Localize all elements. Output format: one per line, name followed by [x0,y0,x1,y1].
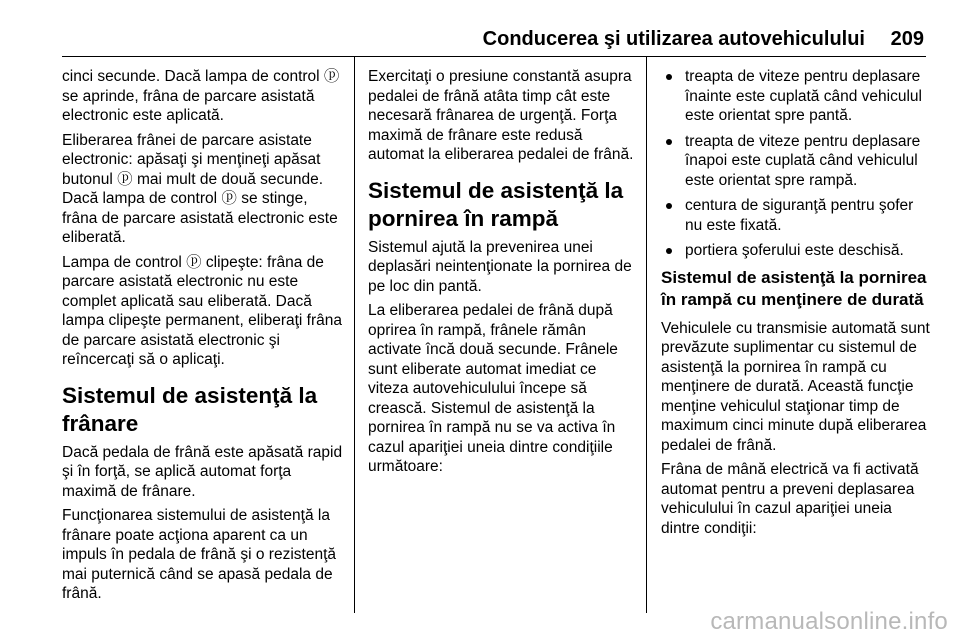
list-item: treapta de viteze pentru deplasare înainte este cuplată când vehiculul este orientat spre pantă. [661,67,930,126]
paragraph: Vehiculele cu transmisie automată sunt prevăzute suplimentar cu sistemul de asistenţă la pornirea în rampă cu menţinere de durată. Această funcţie menţine vehiculul staţionar timp de maximum cinci minute după eliberarea pedalei de frână. [661,319,930,454]
bullet-icon [666,203,672,209]
paragraph: Funcţionarea sistemului de asistenţă la frânare poate acţiona aparent ca un impuls în pedala de frână şi o rezistenţă mai puternică când se apasă pedala de frână. [62,507,336,602]
paragraph: Dacă pedala de frână este apăsată rapid şi în forţă, se aplică automat forţa maximă de frânare. [62,443,343,500]
list-item: portiera şoferului este deschisă. [661,241,930,261]
paragraph: Eliberarea frânei de parcare asistate electronic: apăsaţi şi menţineţi apăsat butonul ⓟ mai mult de două secunde. Dacă lampa de control ⓟ se stinge, frâna de parcare asistată electronic este eliberată. [62,131,338,246]
list-item: treapta de viteze pentru deplasare înapoi este cuplată când vehiculul este orientat spre rampă. [661,132,930,191]
paragraph: Lampa de control ⓟ clipeşte: frâna de parcare asistată electronic nu este complet aplicată sau eliberată. Dacă lampa clipeşte permanent, eliberaţi frâna de parcare asistată electronic şi reîncercaţi să o aplicaţi. [62,253,343,368]
bullet-icon [666,74,672,80]
column-2 [368,67,640,482]
bullet-icon [666,139,672,145]
paragraph: Frâna de mână electrică va fi activată automat pentru a preveni deplasarea vehiculului în cazul apariţiei uneia dintre condiţii: [661,461,919,537]
paragraph: Exercitaţi o presiune constantă asupra pedalei de frână atâta timp cât este necesară frânarea de urgenţă. Forţa maximă de frânare este redusă automat la eliberarea pedalei de frână. [368,68,634,163]
section-heading-hill-start-assist: Sistemul de asistenţă la pornirea în rampă [368,177,624,231]
column-1 [62,67,346,609]
paragraph: La eliberarea pedalei de frână după oprirea în rampă, frânele rămân activate încă două secunde. Frânele sunt eliberate automat imediat ce viteza autovehiculului începe să crească. Sistemul de asistenţă la pornirea în rampă nu se va activa în cazul apariţiei uneia dintre condiţiile următoare: [368,302,618,475]
watermark: carmanualsonline.info [710,608,948,635]
column-3 [661,67,930,543]
bullet-icon [666,248,672,254]
condition-list [661,67,930,261]
column-divider-2 [646,57,647,613]
list-item: centura de siguranţă pentru şofer nu este fixată. [661,196,930,235]
page-number: 209 [890,28,924,50]
section-heading-brake-assist: Sistemul de asistenţă la frânare [62,382,318,436]
paragraph: cinci secunde. Dacă lampa de control ⓟ se aprinde, frâna de parcare asistată electronic este aplicată. [62,68,340,124]
subsection-heading-hill-hold: Sistemul de asistenţă la pornirea în rampă cu menţinere de durată [661,267,927,309]
paragraph: Sistemul ajută la prevenirea unei deplasări neintenţionate la pornirea de pe loc din pantă. [368,238,632,295]
header-rule [62,56,926,57]
column-divider-1 [354,57,355,613]
chapter-title: Conducerea şi utilizarea autovehiculului [482,28,865,50]
